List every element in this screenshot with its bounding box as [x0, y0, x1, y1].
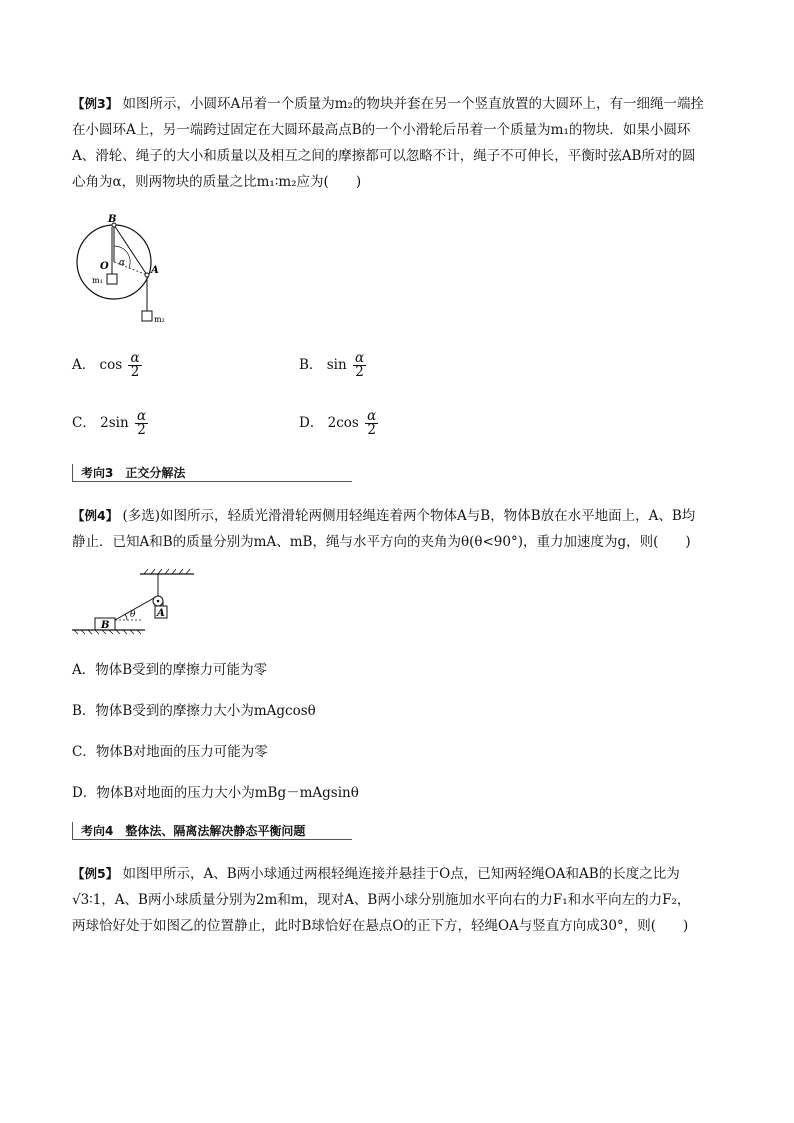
frac-num: α	[130, 350, 140, 366]
ex3-line-4: 心角为α，则两物块的质量之比m₁∶m₂应为( )	[72, 174, 362, 190]
option-fraction	[353, 352, 366, 379]
frac-den: 2	[367, 422, 376, 438]
ex3-option-d	[299, 410, 378, 437]
option-fn: 2cos	[327, 415, 359, 431]
option-fn: cos	[99, 357, 123, 373]
label-A: A	[151, 265, 159, 276]
section-header-3: 考向3 正交分解法	[72, 464, 352, 482]
ex3-option-a	[72, 352, 142, 379]
ex4-option-a: A．物体B受到的摩擦力可能为零	[72, 662, 268, 678]
section-header-4: 考向4 整体法、隔离法解决静态平衡问题	[72, 822, 352, 840]
ex5-text-1: 如图甲所示，A、B两小球通过两根轻绳连接并悬挂于O点，已知两轻绳OA和AB的长度之比为	[122, 866, 680, 882]
ex4-option-c: C．物体B对地面的压力可能为零	[72, 744, 268, 760]
frac-num: α	[354, 350, 365, 366]
ex5-line-1	[72, 862, 680, 882]
ex3-tag: 【例3】	[72, 96, 119, 111]
option-fn: 2sin	[100, 415, 129, 431]
ex5-tag: 【例5】	[72, 866, 119, 881]
frac-num: α	[367, 408, 377, 424]
option-prefix: A．	[72, 357, 96, 373]
frac-den: 2	[355, 364, 364, 380]
ex4-line-2: 静止．已知A和B的质量分别为mA、mB，绳与水平方向的夹角为θ(θ<90°)，重力加速度为g，则( )	[72, 534, 691, 550]
block-m2	[142, 311, 152, 321]
label-O: O	[100, 261, 109, 272]
ex4-tag: 【例4】	[72, 508, 119, 523]
option-fraction	[365, 410, 378, 437]
theta-arc	[125, 614, 127, 620]
option-fraction	[128, 352, 141, 379]
ex3-figure	[74, 210, 184, 330]
frac-den: 2	[130, 364, 140, 380]
ex4-option-d: D．物体B对地面的压力大小为mBg－mAgsinθ	[72, 785, 359, 801]
ex3-text-1: 如图所示，小圆环A吊着一个质量为m₂的物块并套在另一个竖直放置的大圆环上，有一细绳一端拴	[122, 96, 704, 112]
ex4-figure	[70, 568, 200, 636]
pulley-axle	[157, 600, 160, 603]
option-prefix: C．	[72, 415, 96, 431]
option-fn: sin	[326, 357, 347, 373]
ceiling-hatch	[144, 569, 190, 574]
ex3-option-c	[72, 410, 148, 437]
label-m1: m₁	[92, 276, 103, 285]
block-m1	[107, 274, 117, 284]
label-A: A	[157, 608, 165, 619]
ex3-line-3: A、滑轮、绳子的大小和质量以及相互之间的摩擦都可以忽略不计，绳子不可伸长，平衡时弦AB所对的圆	[72, 148, 696, 164]
option-prefix: B．	[299, 357, 323, 373]
ex3-line-2: 在小圆环A上，另一端跨过固定在大圆环最高点B的一个小滑轮后吊着一个质量为m₁的物块．如果小圆环	[72, 122, 691, 138]
label-m2: m₂	[154, 315, 165, 324]
ex3-option-b	[299, 352, 366, 379]
ex4-text-1: (多选)如图所示，轻质光滑滑轮两侧用轻绳连着两个物体A与B，物体B放在水平地面上，A、B均	[122, 508, 696, 524]
ex4-line-1	[72, 504, 695, 524]
frac-num: α	[136, 408, 147, 424]
ex4-option-b: B．物体B受到的摩擦力大小为mAgcosθ	[72, 703, 316, 719]
ex5-line-2: √3∶1，A、B两小球质量分别为2m和m，现对A、B两小球分别施加水平向右的力F₁和水平向左的力F₂，	[72, 892, 691, 908]
option-prefix: D．	[299, 415, 324, 431]
ex5-line-3: 两球恰好处于如图乙的位置静止，此时B球恰好在悬点O的正下方，轻绳OA与竖直方向成30°，则( )	[72, 918, 689, 934]
frac-den: 2	[137, 422, 146, 438]
label-alpha: α	[119, 258, 126, 268]
label-theta: θ	[130, 610, 136, 620]
small-ring-A	[145, 273, 149, 277]
label-B: B	[108, 214, 117, 225]
label-B: B	[101, 620, 110, 631]
option-fraction	[135, 410, 148, 437]
ex3-line-1	[72, 92, 704, 112]
